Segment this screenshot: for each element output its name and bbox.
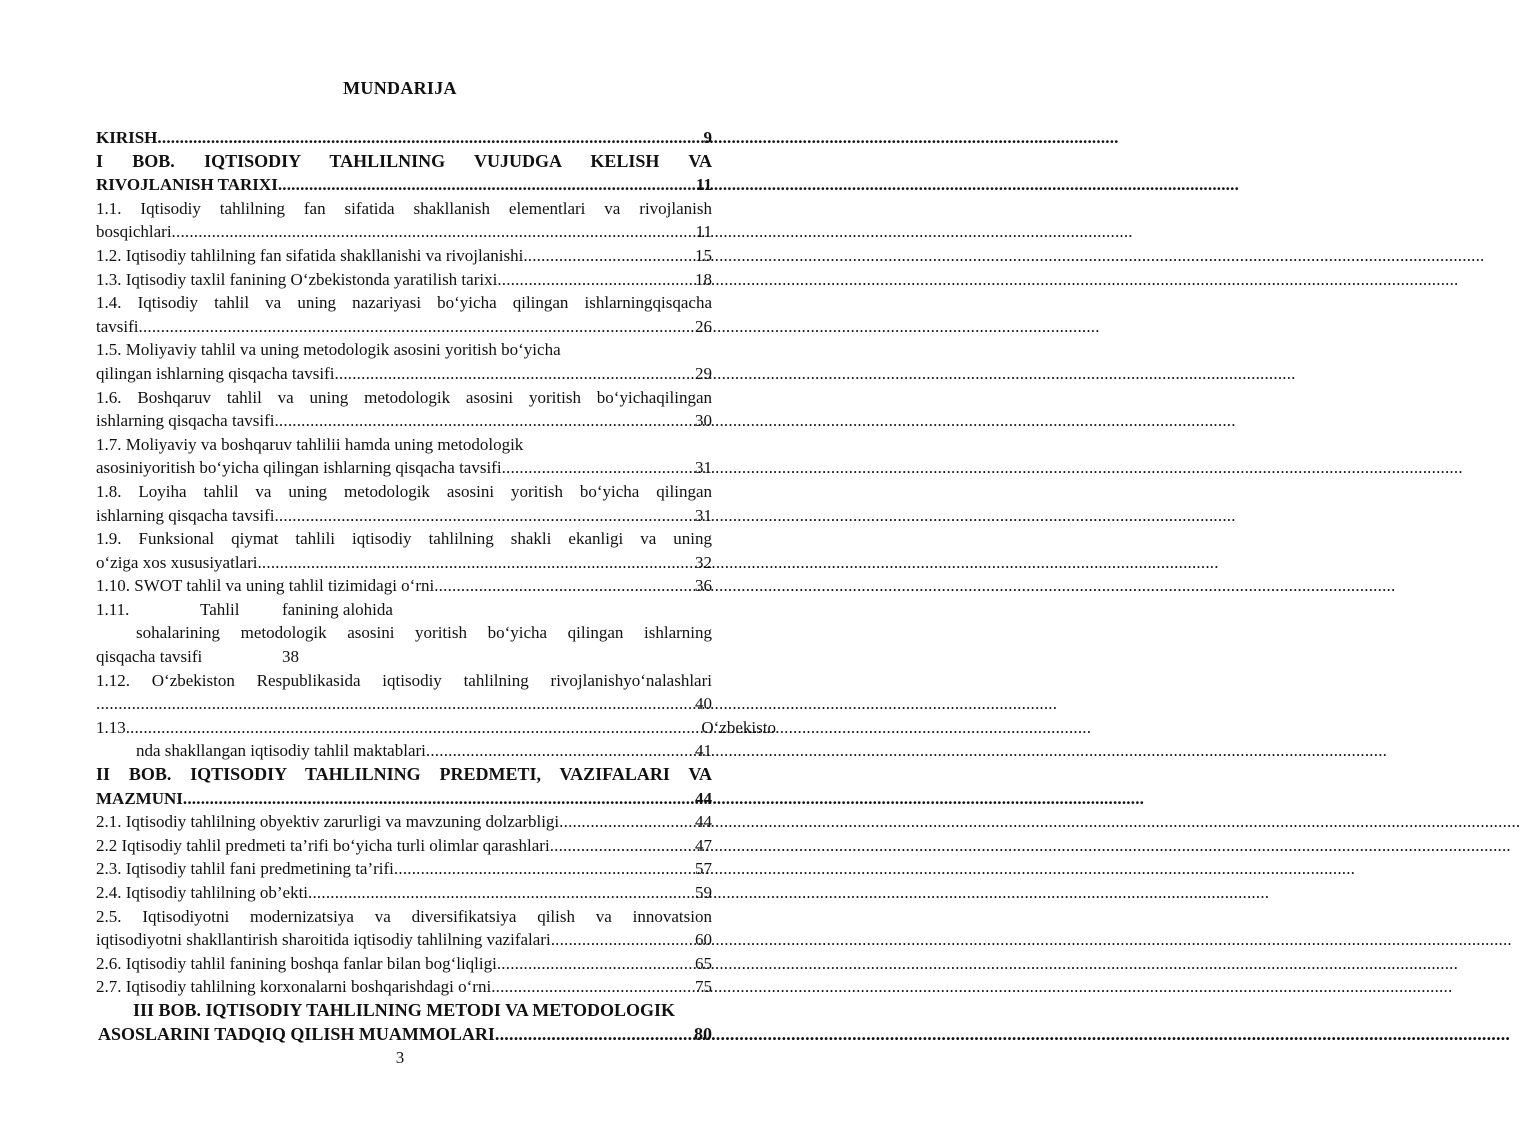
toc-entry-1-6-cont[interactable] bbox=[96, 409, 712, 433]
toc-entry-2-7[interactable] bbox=[96, 975, 712, 999]
toc-entry-text: MAZMUNI bbox=[96, 788, 183, 808]
toc-title: MUNDARIJA bbox=[343, 78, 457, 98]
toc-entry-2-4[interactable] bbox=[96, 881, 712, 905]
toc-entry-text: ishlarning qisqacha tavsifi bbox=[96, 411, 275, 431]
toc-entry-2-2[interactable] bbox=[96, 834, 712, 858]
toc-entry-page: 31 bbox=[695, 458, 712, 478]
toc-entry-1-9[interactable] bbox=[96, 527, 712, 551]
dot-leader bbox=[257, 551, 695, 575]
toc-entry-text: o‘ziga xos xususiyatlari bbox=[96, 552, 258, 572]
toc-entry-text: 1.10. SWOT tahlil va uning tahlil tizimidagi o‘rni bbox=[96, 576, 435, 596]
toc-entry-page: 29 bbox=[695, 363, 712, 383]
dot-leader bbox=[491, 975, 695, 999]
toc-entry-text: 1.4. Iqtisodiy tahlil va uning nazariyasi bo‘yicha qilingan ishlarningqisqacha bbox=[96, 293, 712, 313]
toc-entry-2-3[interactable] bbox=[96, 857, 712, 881]
toc-entry-text: I BOB. IQTISODIY TAHLILNING VUJUDGA KELISH VA bbox=[96, 150, 712, 171]
toc-entry-text: 1.7. Moliyaviy va boshqaruv tahlilii hamda uning metodologik bbox=[96, 434, 524, 454]
toc-entry-1-7-cont[interactable] bbox=[96, 456, 712, 480]
toc-entry-page: 11 bbox=[695, 222, 712, 242]
toc-entry-page: 15 bbox=[695, 245, 712, 265]
dot-leader bbox=[550, 834, 695, 858]
toc-entry-1-4[interactable] bbox=[96, 291, 712, 315]
table-of-contents bbox=[96, 126, 776, 1046]
toc-entry-text: qisqacha tavsifi bbox=[96, 647, 203, 667]
toc-entry-page: 65 bbox=[695, 953, 712, 973]
toc-entry-1-11[interactable] bbox=[96, 598, 712, 622]
toc-entry-text: II BOB. IQTISODIY TAHLILNING PREDMETI, VAZIFALARI VA bbox=[96, 764, 712, 785]
toc-entry-text: 2.1. Iqtisodiy tahlilning obyektiv zarurligi va mavzuning dolzarbligi bbox=[96, 812, 560, 832]
toc-entry-text: 1.2. Iqtisodiy tahlilning fan sifatida shakllanishi va rivojlanishi bbox=[96, 245, 524, 265]
dot-leader bbox=[130, 716, 701, 740]
toc-entry-text: 1.3. Iqtisodiy taxlil fanining O‘zbekistonda yaratilish tarixi bbox=[96, 269, 498, 289]
toc-entry-page: 57 bbox=[695, 859, 712, 879]
page-number: 3 bbox=[395, 1048, 405, 1067]
toc-entry-1-13-cont[interactable] bbox=[96, 739, 712, 763]
dot-leader bbox=[502, 456, 695, 480]
dot-leader bbox=[551, 928, 695, 952]
toc-entry-text: 2.5. Iqtisodiyotni modernizatsiya va diversifikatsiya qilish va innovatsion bbox=[96, 906, 712, 926]
toc-entry-text: III BOB. IQTISODIY TAHLILNING METODI VA METODOLOGIK bbox=[133, 999, 675, 1020]
toc-entry-page: 9 bbox=[703, 128, 712, 147]
dot-leader bbox=[183, 787, 695, 811]
toc-entry-text: 1.9. Funksional qiymat tahlili iqtisodiy tahlilning shakli ekanligi va uning bbox=[96, 529, 712, 549]
toc-entry-page: 26 bbox=[695, 316, 712, 336]
toc-entry-text: ASOSLARINI TADQIQ QILISH MUAMMOLARI bbox=[98, 1023, 495, 1044]
toc-entry-text: 2.2 Iqtisodiy tahlil predmeti ta’rifi bo‘yicha turli olimlar qarashlari bbox=[96, 835, 550, 855]
toc-entry-1-6[interactable] bbox=[96, 386, 712, 410]
toc-entry-text: 2.4. Iqtisodiy tahlilning ob’ekti bbox=[96, 883, 309, 902]
toc-entry-2-5-cont[interactable] bbox=[96, 928, 712, 952]
toc-entry-text: bosqichlari bbox=[96, 222, 172, 242]
toc-entry-chapter-3[interactable] bbox=[96, 1023, 712, 1047]
toc-entry-text: ishlarning qisqacha tavsifi bbox=[96, 505, 275, 525]
toc-entry-page: 44 bbox=[695, 812, 712, 832]
toc-chapter-3-heading[interactable] bbox=[96, 999, 712, 1023]
toc-entry-chapter-2[interactable] bbox=[96, 787, 712, 811]
toc-entry-page: 38 bbox=[282, 647, 299, 667]
toc-entry-page: 59 bbox=[695, 883, 712, 902]
toc-entry-page: 36 bbox=[695, 576, 712, 596]
toc-entry-2-5[interactable] bbox=[96, 905, 712, 929]
toc-entry-1-4-cont[interactable] bbox=[96, 315, 712, 339]
toc-entry-1-1-cont[interactable] bbox=[96, 220, 712, 244]
dot-leader bbox=[308, 881, 695, 905]
toc-entry-1-11-cont[interactable] bbox=[96, 621, 712, 645]
toc-entry-text: nda shakllangan iqtisodiy tahlil maktablari bbox=[136, 741, 426, 761]
toc-entry-text: 1.12. O‘zbekiston Respublikasida iqtisodiy tahlilning rivojlanishyo‘nalashlari bbox=[96, 670, 712, 690]
dot-leader bbox=[497, 952, 695, 976]
toc-entry-text: tavsifi bbox=[96, 316, 139, 336]
toc-entry-1-11-page[interactable] bbox=[96, 645, 712, 669]
toc-entry-page: 30 bbox=[695, 411, 712, 431]
toc-entry-1-8[interactable] bbox=[96, 480, 712, 504]
dot-leader bbox=[495, 1023, 694, 1047]
toc-entry-text: 1.6. Boshqaruv tahlil va uning metodologik asosini yoritish bo‘yichaqilingan bbox=[96, 387, 712, 407]
toc-entry-text: 1.5. Moliyaviy tahlil va uning metodologik asosini yoritish bo‘yicha bbox=[96, 340, 561, 360]
dot-leader bbox=[523, 244, 695, 268]
toc-entry-page: 44 bbox=[695, 788, 712, 808]
toc-entry-1-12-cont[interactable] bbox=[96, 692, 712, 716]
toc-entry-1-13[interactable] bbox=[96, 716, 776, 740]
dot-leader bbox=[139, 315, 696, 339]
toc-entry-page: 18 bbox=[695, 269, 712, 289]
toc-entry-text: RIVOJLANISH TARIXI bbox=[96, 175, 278, 195]
toc-entry-1-3[interactable] bbox=[96, 268, 712, 292]
toc-entry-page: 32 bbox=[695, 552, 712, 572]
toc-entry-text: 1.8. Loyiha tahlil va uning metodologik asosini yoritish bo‘yicha qilingan bbox=[96, 481, 712, 501]
dot-leader bbox=[274, 409, 695, 433]
toc-entry-1-1[interactable] bbox=[96, 197, 712, 221]
dot-leader bbox=[278, 173, 696, 197]
toc-entry-page: 60 bbox=[695, 930, 712, 950]
toc-entry-text: Tahlil bbox=[200, 599, 240, 619]
toc-entry-text: fanining alohida bbox=[282, 599, 393, 619]
dot-leader bbox=[172, 220, 696, 244]
dot-leader bbox=[559, 810, 695, 834]
toc-entry-number: 1.13. bbox=[96, 717, 130, 737]
dot-leader bbox=[157, 126, 703, 150]
toc-entry-chapter-1[interactable] bbox=[96, 173, 712, 197]
toc-chapter-1-heading[interactable] bbox=[96, 150, 712, 174]
toc-entry-text: KIRISH bbox=[96, 128, 158, 147]
toc-entry-1-5[interactable] bbox=[96, 338, 712, 362]
toc-chapter-2-heading[interactable] bbox=[96, 763, 712, 787]
toc-entry-text: O‘zbekisto bbox=[701, 717, 776, 737]
toc-entry-1-2[interactable] bbox=[96, 244, 712, 268]
toc-entry-number: 1.11. bbox=[96, 599, 130, 619]
toc-entry-2-6[interactable] bbox=[96, 952, 712, 976]
dot-leader bbox=[334, 362, 695, 386]
toc-entry-text: iqtisodiyotni shakllantirish sharoitida iqtisodiy tahlilning vazifalari bbox=[96, 930, 551, 950]
toc-entry-1-8-cont[interactable] bbox=[96, 504, 712, 528]
toc-entry-text: 2.6. Iqtisodiy tahlil fanining boshqa fanlar bilan bog‘liqligi bbox=[96, 953, 497, 973]
dot-leader bbox=[497, 268, 695, 292]
toc-entry-page: 40 bbox=[695, 694, 712, 714]
toc-entry-1-12[interactable] bbox=[96, 669, 712, 693]
toc-entry-1-9-cont[interactable] bbox=[96, 551, 712, 575]
toc-entry-1-10[interactable] bbox=[96, 574, 712, 598]
toc-entry-text: sohalarining metodologik asosini yoritish bo‘yicha qilingan ishlarning bbox=[136, 623, 712, 643]
toc-entry-1-5-cont[interactable] bbox=[96, 362, 712, 386]
toc-entry-kirish[interactable] bbox=[96, 126, 712, 150]
toc-entry-text: 2.3. Iqtisodiy tahlil fani predmetining ta’rifi bbox=[96, 859, 394, 879]
toc-entry-page: 31 bbox=[695, 505, 712, 525]
dot-leader bbox=[394, 857, 695, 881]
dot-leader bbox=[96, 692, 695, 716]
toc-entry-2-1[interactable] bbox=[96, 810, 712, 834]
dot-leader bbox=[434, 574, 695, 598]
toc-entry-text: asosiniyoritish bo‘yicha qilingan ishlarning qisqacha tavsifi bbox=[96, 458, 502, 478]
toc-entry-page: 47 bbox=[695, 835, 712, 855]
toc-entry-text: 2.7. Iqtisodiy tahlilning korxonalarni boshqarishdagi o‘rni bbox=[96, 977, 492, 997]
dot-leader bbox=[274, 504, 695, 528]
toc-entry-page: 80 bbox=[694, 1023, 712, 1044]
toc-entry-page: 41 bbox=[695, 741, 712, 761]
toc-entry-text: 1.1. Iqtisodiy tahlilning fan sifatida shakllanish elementlari va rivojlanish bbox=[96, 198, 712, 218]
toc-entry-1-7[interactable] bbox=[96, 433, 712, 457]
toc-entry-page: 11 bbox=[695, 175, 712, 195]
toc-entry-page: 75 bbox=[695, 977, 712, 997]
dot-leader bbox=[426, 739, 695, 763]
toc-entry-text: qilingan ishlarning qisqacha tavsifi bbox=[96, 363, 335, 383]
